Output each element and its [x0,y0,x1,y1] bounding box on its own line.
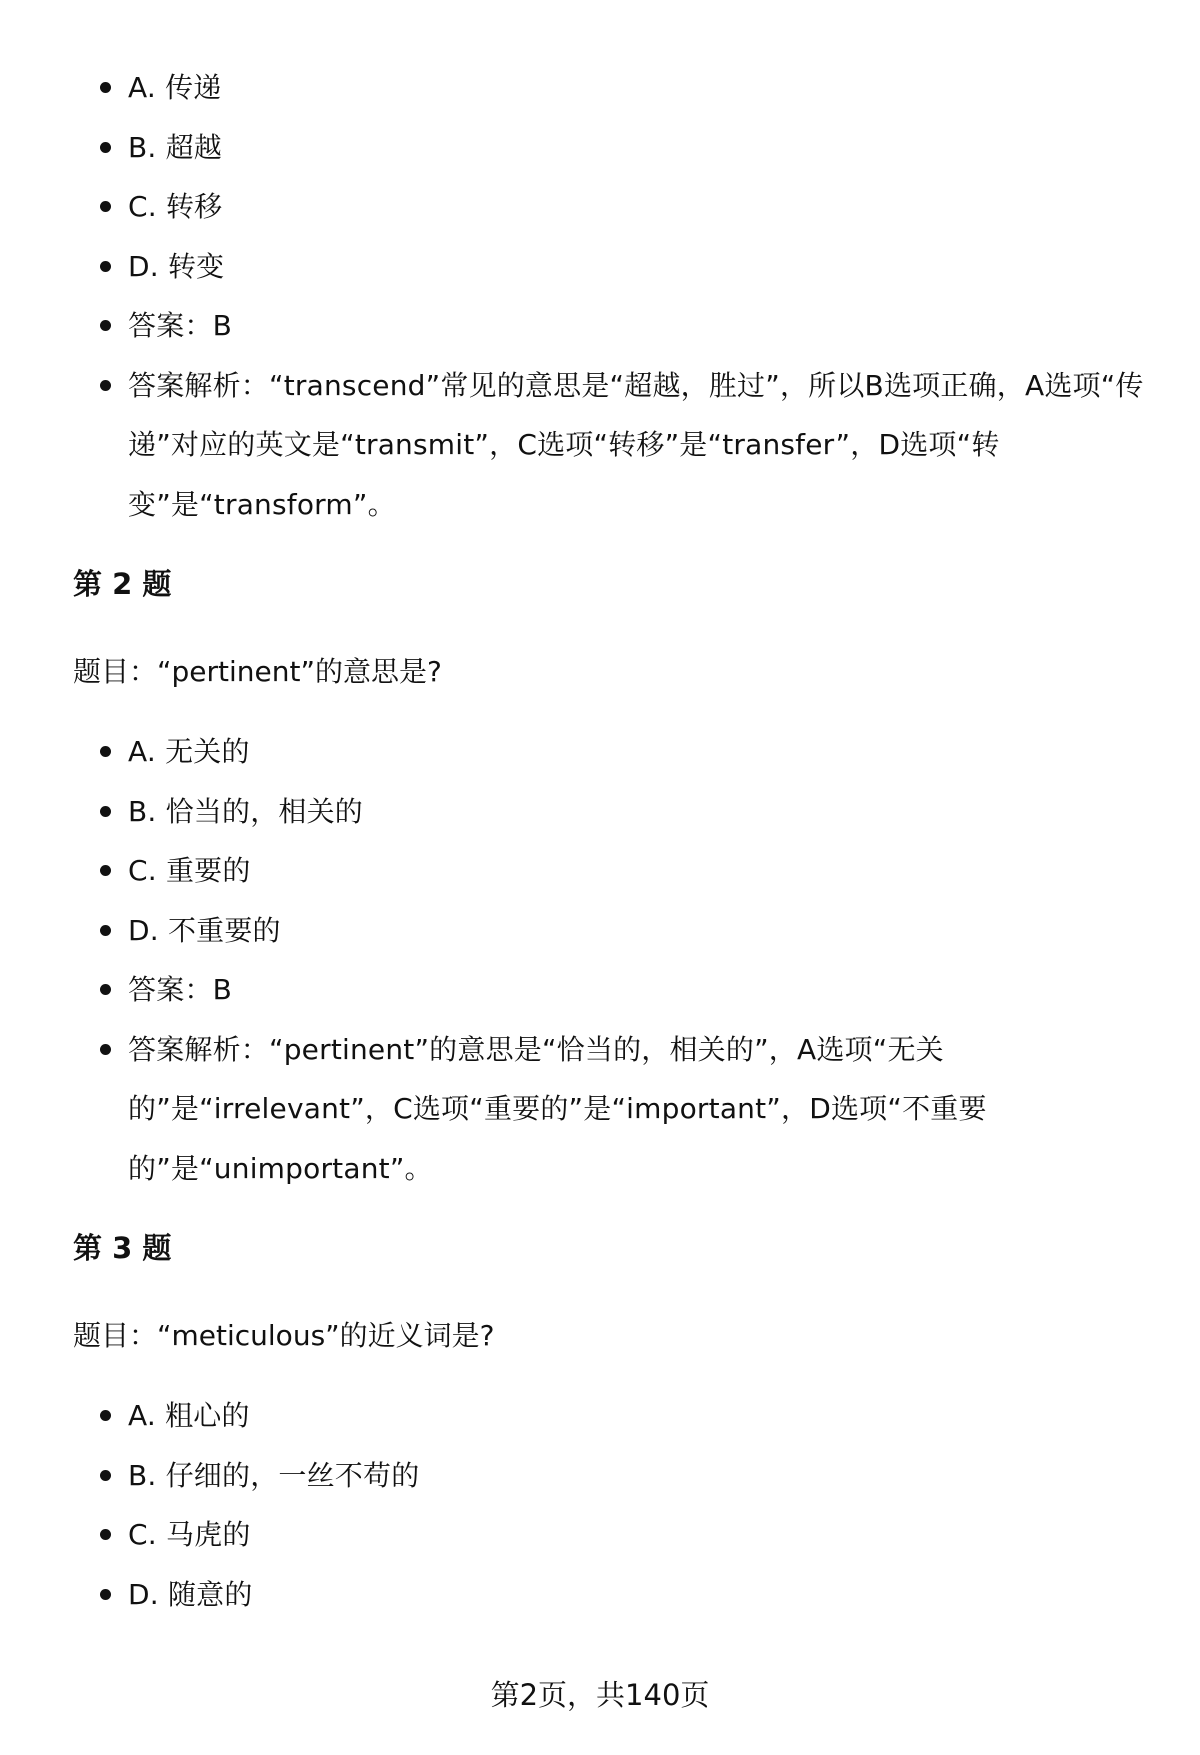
answer-text: 答案：B [128,309,233,342]
bullet-icon [100,984,111,995]
explanation-text: 答案解析：“transcend”常见的意思是“超越，胜过”，所以B选项正确，A选项“传递”对应的英文是“transmit”，C选项“转移”是“transfer”，D选项“转变”是“transform”。 [128,368,1144,521]
document-content [73,58,1153,1624]
bullet-icon [100,201,111,212]
bullet-icon [100,1470,111,1481]
option-c [73,177,1153,237]
explanation-line [73,1020,1153,1199]
question-2-options [73,722,1153,1198]
question-3-prompt: 题目：“meticulous”的近义词是? [73,1319,495,1352]
answer-text: 答案：B [128,973,233,1006]
option-text: B. 超越 [128,130,223,164]
question-2-prompt: 题目：“pertinent”的意思是? [73,655,442,688]
question-3-options [73,1386,1153,1624]
bullet-icon [100,261,111,272]
option-text: A. 传递 [128,71,222,104]
answer-line [73,960,1153,1020]
bullet-icon [100,1410,111,1421]
option-text: C. 转移 [128,190,223,223]
option-text: D. 不重要的 [128,913,281,947]
question-1-options [73,58,1153,534]
option-b [73,1446,1153,1506]
bullet-icon [100,806,111,817]
option-text: B. 恰当的，相关的 [128,794,364,828]
option-text: C. 重要的 [128,854,251,887]
bullet-icon [100,82,111,93]
bullet-icon [100,320,111,331]
option-text: B. 仔细的，一丝不苟的 [128,1458,420,1492]
answer-line [73,296,1153,356]
question-3-heading: 第 3 题 [73,1231,172,1265]
option-a [73,1386,1153,1446]
option-b [73,782,1153,842]
option-text: D. 随意的 [128,1577,253,1611]
option-d [73,901,1153,961]
option-d [73,237,1153,297]
bullet-icon [100,380,111,391]
option-c [73,841,1153,901]
bullet-icon [100,746,111,757]
option-text: D. 转变 [128,249,225,283]
bullet-icon [100,1529,111,1540]
option-text: A. 无关的 [128,735,250,768]
bullet-icon [100,1044,111,1055]
explanation-line [73,356,1153,535]
option-text: A. 粗心的 [128,1399,250,1432]
explanation-text: 答案解析：“pertinent”的意思是“恰当的，相关的”，A选项“无关的”是“irrelevant”，C选项“重要的”是“important”，D选项“不重要的”是“unimportant”。 [128,1032,987,1185]
option-a [73,58,1153,118]
option-text: C. 马虎的 [128,1518,251,1551]
bullet-icon [100,1589,111,1600]
question-2-heading: 第 2 题 [73,567,172,601]
bullet-icon [100,865,111,876]
option-b [73,118,1153,178]
page-number: 第2页，共140页 [490,1678,710,1712]
option-a [73,722,1153,782]
bullet-icon [100,142,111,153]
option-c [73,1505,1153,1565]
bullet-icon [100,925,111,936]
option-d [73,1565,1153,1625]
